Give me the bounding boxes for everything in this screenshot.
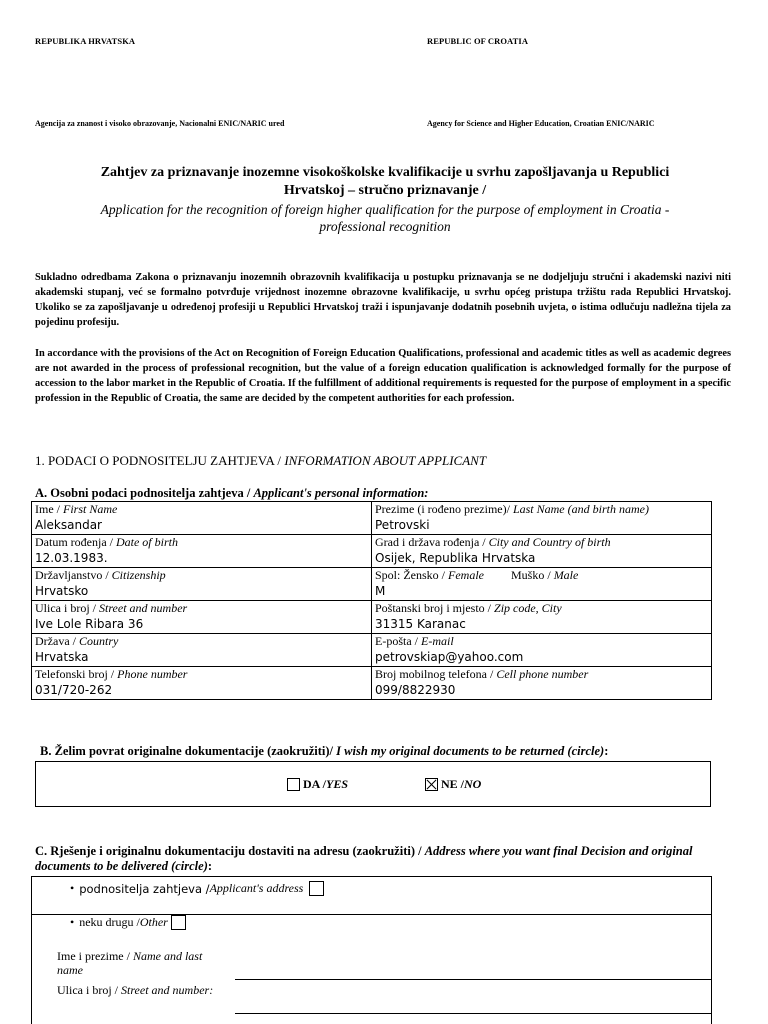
- table-row: [32, 601, 712, 634]
- last-name-label-en: Last Name (and birth name): [512, 502, 649, 516]
- section-1-heading: [35, 453, 486, 469]
- zip-city-label-hr: Poštanski broj i mjesto /: [375, 601, 495, 615]
- last-name-label: [375, 502, 708, 517]
- mobile-label: [375, 667, 708, 682]
- zip-city-label-en: Zip code, City: [494, 601, 562, 615]
- zip-city-value: 31315 Karanac: [375, 617, 466, 631]
- other-address-label-hr: neku drugu /: [79, 915, 140, 929]
- street-value: Ive Lole Ribara 36: [35, 617, 144, 631]
- section-a-heading: [35, 486, 428, 501]
- form-title-en-line2: professional recognition: [319, 219, 451, 234]
- phone-cell[interactable]: [32, 667, 372, 700]
- table-row: [32, 535, 712, 568]
- mobile-label-en: Cell phone number: [496, 667, 589, 681]
- sex-male-label-hr: Muško /: [511, 568, 554, 582]
- yes-checkbox-icon[interactable]: [287, 778, 300, 791]
- yes-option[interactable]: [287, 777, 348, 792]
- section-a-heading-en: Applicant's personal information:: [253, 486, 429, 500]
- citizenship-label-en: Citizenship: [111, 568, 166, 582]
- email-label-hr: E-pošta /: [375, 634, 421, 648]
- table-row: [32, 634, 712, 667]
- other-address-checkbox-icon[interactable]: [171, 915, 186, 930]
- citizenship-label: [35, 568, 368, 583]
- form-title-hr: [40, 164, 730, 200]
- intro-paragraph-en: In accordance with the provisions of the Act on Recognition of Foreign Education Qualifications, professional and academic titles as well as academic degrees are not awarded in the process of professional recognition, but the value of a foreign education qualification is acknowledged formally for the purpose of accession to the labor market in the Republic of Croatia. If the fulfillment of additional requirements is requested for the purpose of employment in a specific profession in the Republic of Croatia, the same are decided by the competent authorities for each profession.: [35, 348, 731, 404]
- yes-label-hr: DA /: [303, 777, 327, 791]
- email-value: petrovskiap@yahoo.com: [375, 650, 524, 664]
- form-title-hr-line1: Zahtjev za priznavanje inozemne visokoškolske kvalifikacije u svrhu zapošljavanja u Republici: [100, 165, 670, 180]
- phone-label-hr: Telefonski broj /: [35, 667, 118, 681]
- country-cell[interactable]: [32, 634, 372, 667]
- birthplace-label: [375, 535, 708, 550]
- applicant-address-label-hr: podnositelja zahtjeva /: [79, 881, 210, 896]
- street-cell[interactable]: [32, 601, 372, 634]
- other-address-label-en: Other: [139, 915, 168, 929]
- first-name-label: [35, 502, 368, 517]
- first-name-cell[interactable]: [32, 502, 372, 535]
- other-street-label-hr: Ulica i broj /: [57, 983, 121, 997]
- citizenship-label-hr: Državljanstvo /: [35, 568, 112, 582]
- sex-cell[interactable]: [372, 568, 712, 601]
- email-label: [375, 634, 708, 649]
- mobile-label-hr: Broj mobilnog telefona /: [375, 667, 497, 681]
- section-c-heading-en: Address where you want final Decision and original documents to be delivered (circle): [35, 844, 693, 873]
- section-c-heading-hr: C. Rješenje i originalnu dokumentaciju dostaviti na adresu (zaokružiti) /: [35, 844, 425, 858]
- last-name-cell[interactable]: [372, 502, 712, 535]
- country-label: [35, 634, 368, 649]
- phone-label: [35, 667, 368, 682]
- date-of-birth-value: 12.03.1983.: [35, 551, 108, 565]
- yes-label-en: YES: [326, 777, 349, 791]
- section-1-heading-en: INFORMATION ABOUT APPLICANT: [284, 453, 487, 468]
- date-of-birth-cell[interactable]: [32, 535, 372, 568]
- sex-female-label-en: Female: [448, 568, 484, 582]
- table-row: [32, 568, 712, 601]
- personal-info-table: [31, 501, 712, 700]
- other-address-box: [31, 914, 712, 1024]
- phone-label-en: Phone number: [117, 667, 188, 681]
- first-name-label-hr: Ime /: [35, 502, 63, 516]
- other-address-option[interactable]: [70, 915, 186, 930]
- last-name-label-hr: Prezime (i rođeno prezime)/: [375, 502, 513, 516]
- country-label-hr: Država /: [35, 634, 79, 648]
- no-label-hr: NE /: [441, 777, 465, 791]
- citizenship-cell[interactable]: [32, 568, 372, 601]
- date-of-birth-label-en: Date of birth: [115, 535, 178, 549]
- zip-city-cell[interactable]: [372, 601, 712, 634]
- first-name-value: Aleksandar: [35, 518, 102, 532]
- other-name-label: [57, 949, 217, 977]
- section-a-heading-hr: A. Osobni podaci podnositelja zahtjeva /: [35, 486, 254, 500]
- applicant-address-label-en: Applicant's address: [209, 881, 304, 895]
- country-value: Hrvatska: [35, 650, 89, 664]
- table-row: [32, 502, 712, 535]
- section-b-colon: :: [604, 744, 609, 758]
- form-title-en: [40, 201, 730, 235]
- other-street-input-line[interactable]: [235, 1013, 712, 1014]
- intro-paragraph-hr: Sukladno odredbama Zakona o priznavanju inozemnih obrazovnih kvalifikacija u postupku priznavanja se ne dodjeljuju stručni i akademski nazivi niti akademski stupanj, već se formalno potvrđuje vrijednost inozemne obrazovne kvalifikacije, u svrhu općeg pristupa tržištu rada Republici Hrvatskoj. Ukoliko se za zapošljavanje u određenoj profesiji u Republici Hrvatskoj traži i ispunjavanje dodatnih posebnih uvjeta, o istima odlučuju nadležna tijela za pojedinu profesiju.: [35, 272, 731, 328]
- form-title-en-line1: Application for the recognition of foreign higher qualification for the purpose of employment in Croatia -: [100, 202, 670, 217]
- birthplace-value: Osijek, Republika Hrvatska: [375, 551, 536, 565]
- country-label-en: Country: [78, 634, 119, 648]
- street-label-hr: Ulica i broj /: [35, 601, 99, 615]
- bullet-icon: •: [70, 881, 75, 895]
- header-right-title: REPUBLIC OF CROATIA: [427, 36, 529, 46]
- no-label-en: NO: [464, 777, 482, 791]
- header-right-agency: Agency for Science and Higher Education, Croatian ENIC/NARIC: [427, 119, 655, 128]
- first-name-label-en: First Name: [63, 502, 118, 516]
- other-street-label: [57, 983, 217, 997]
- other-name-input-line[interactable]: [235, 979, 712, 980]
- section-b-heading-hr: B. Želim povrat originalne dokumentacije (zaokružiti)/: [40, 744, 337, 758]
- mobile-value: 099/8822930: [375, 683, 456, 697]
- date-of-birth-label: [35, 535, 368, 550]
- section-b-heading-en: I wish my original documents to be returned (circle): [336, 744, 605, 758]
- sex-label-hr: Spol: Žensko /: [375, 568, 449, 582]
- email-cell[interactable]: [372, 634, 712, 667]
- phone-value: 031/720-262: [35, 683, 113, 697]
- email-label-en: E-mail: [421, 634, 454, 648]
- other-street-label-en: Street and number:: [120, 983, 214, 997]
- last-name-value: Petrovski: [375, 518, 430, 532]
- other-name-label-en: Name and last name: [57, 949, 203, 977]
- section-1-heading-hr: 1. PODACI O PODNOSITELJU ZAHTJEVA /: [35, 453, 285, 468]
- bullet-icon: •: [70, 915, 75, 929]
- street-label: [35, 601, 368, 616]
- other-name-label-hr: Ime i prezime /: [57, 949, 133, 963]
- sex-label: [375, 568, 708, 583]
- applicant-address-box: [31, 876, 712, 915]
- section-c-colon: :: [207, 859, 213, 873]
- no-option[interactable]: [425, 777, 481, 792]
- header-left-title: REPUBLIKA HRVATSKA: [35, 36, 136, 46]
- table-row: [32, 667, 712, 700]
- date-of-birth-label-hr: Datum rođenja /: [35, 535, 116, 549]
- return-documents-box: [35, 761, 711, 807]
- citizenship-value: Hrvatsko: [35, 584, 89, 598]
- sex-male-label-en: Male: [553, 568, 579, 582]
- applicant-address-checkbox-icon[interactable]: [309, 881, 324, 896]
- section-c-heading: [35, 844, 725, 874]
- birthplace-label-hr: Grad i država rođenja /: [375, 535, 489, 549]
- no-checkbox-checked-icon[interactable]: [425, 778, 438, 791]
- birthplace-label-en: City and Country of birth: [488, 535, 611, 549]
- header-left-agency: Agencija za znanost i visoko obrazovanje, Nacionalni ENIC/NARIC ured: [35, 119, 285, 128]
- applicant-address-option[interactable]: [70, 881, 324, 896]
- form-title-hr-line2: Hrvatskoj – stručno priznavanje /: [283, 183, 487, 198]
- birthplace-cell[interactable]: [372, 535, 712, 568]
- sex-value: M: [375, 584, 386, 598]
- mobile-cell[interactable]: [372, 667, 712, 700]
- section-b-heading: [40, 744, 608, 759]
- zip-city-label: [375, 601, 708, 616]
- street-label-en: Street and number: [98, 601, 188, 615]
